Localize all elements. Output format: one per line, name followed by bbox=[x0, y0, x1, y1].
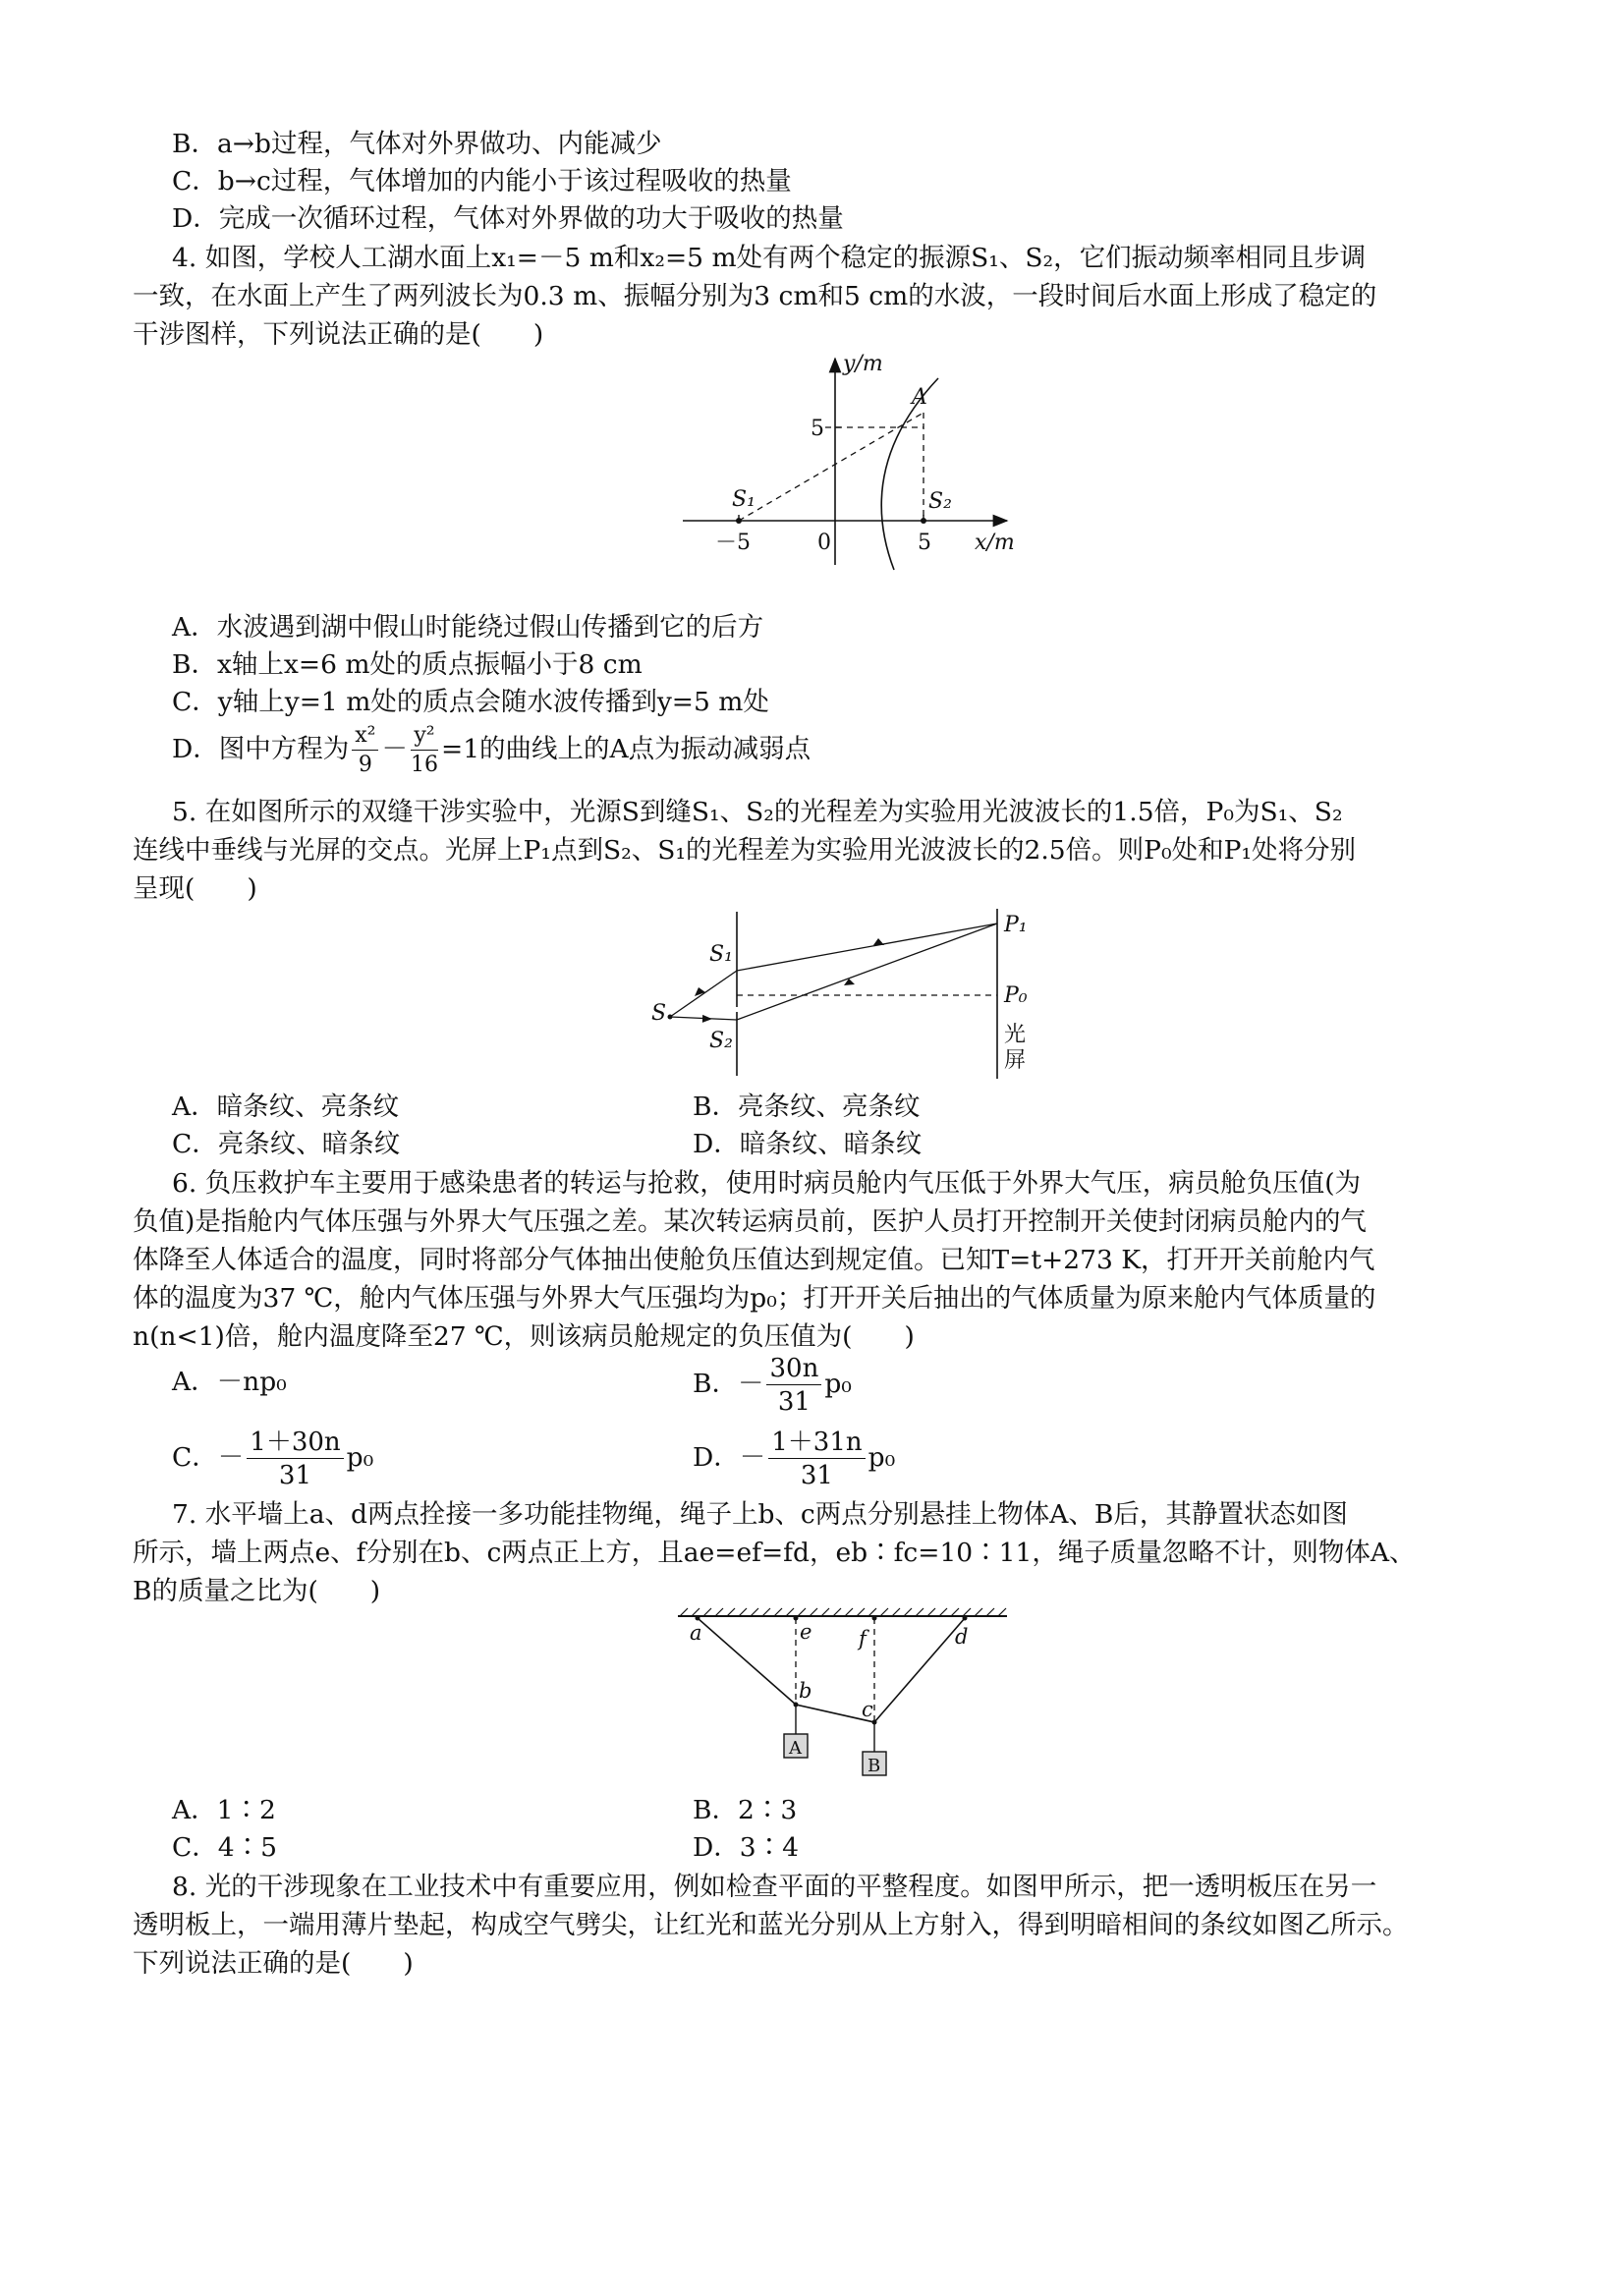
q7-stem-line3: B的质量之比为( ) bbox=[133, 1576, 381, 1606]
q3-option-c: C．b→c过程，气体增加的内能小于该过程吸收的热量 bbox=[172, 166, 792, 196]
q8-stem-line2: 透明板上，一端用薄片垫起，构成空气劈尖，让红光和蓝光分别从上方射入，得到明暗相间的条纹如图乙所示。 bbox=[133, 1910, 1409, 1940]
q7-option-c: C．4∶5 bbox=[172, 1832, 277, 1863]
q4-stem-line2: 一致，在水面上产生了两列波长为0.3 m、振幅分别为3 cm和5 cm的水波，一段时间后水面上形成了稳定的 bbox=[133, 281, 1377, 311]
s2-label: S₂ bbox=[928, 489, 952, 514]
point-a-label: A bbox=[912, 385, 927, 410]
slit-s2-label: S₂ bbox=[709, 1029, 733, 1053]
fraction-30n-31: $\frac{30n}{31}$ bbox=[766, 1356, 821, 1415]
q7-option-a: A．1∶2 bbox=[172, 1795, 276, 1825]
s1-to-a-dashed-line bbox=[739, 413, 923, 521]
screen-label-2: 屏 bbox=[1004, 1048, 1027, 1073]
fraction-y2-16: $\frac{\text{y²}}{16}$ bbox=[410, 723, 438, 777]
s2-point bbox=[921, 518, 926, 524]
q4-option-c: C．y轴上y=1 m处的质点会随水波传播到y=5 m处 bbox=[172, 687, 769, 717]
tick-y5: 5 bbox=[811, 417, 824, 441]
tick-x5: 5 bbox=[918, 531, 931, 555]
ray-s-s1 bbox=[670, 971, 737, 1017]
point-b-label: b bbox=[799, 1679, 812, 1703]
q3-option-b: B．a→b过程，气体对外界做功、内能减少 bbox=[172, 129, 662, 159]
q6-option-d: D．－ $\frac{1+31n}{31}$ p₀ bbox=[693, 1428, 896, 1490]
q6-stem-line4: 体的温度为37 ℃，舱内气体压强与外界大气压强均为p₀；打开开关后抽出的气体质量为原来舱内气体质量的 bbox=[133, 1283, 1376, 1314]
q8-stem-line3: 下列说法正确的是( ) bbox=[133, 1948, 414, 1979]
q7-option-b: B．2∶3 bbox=[693, 1795, 798, 1825]
q3-option-d: D．完成一次循环过程，气体对外界做的功大于吸收的热量 bbox=[172, 203, 844, 234]
point-f-label: f bbox=[859, 1627, 867, 1651]
tick-x-minus5: －5 bbox=[715, 531, 751, 555]
q7-stem-line1: 7. 水平墙上a、d两点拴接一多功能挂物绳，绳子上b、c两点分别悬挂上物体A、B后，其静置状态如图 bbox=[172, 1499, 1348, 1530]
point-c-label: c bbox=[862, 1698, 873, 1721]
q7-option-d: D．3∶4 bbox=[693, 1832, 799, 1863]
q6-stem-line5: n(n<1)倍，舱内温度降至27 ℃，则该病员舱规定的负压值为( ) bbox=[133, 1321, 915, 1352]
point-p0-label: P₀ bbox=[1004, 983, 1028, 1008]
x-axis-label: x/m bbox=[975, 531, 1015, 555]
ray-s2-p1 bbox=[737, 924, 997, 1020]
screen-label-1: 光 bbox=[1004, 1023, 1027, 1047]
q5-double-slit-figure bbox=[648, 904, 1061, 1081]
q4-stem-line3: 干涉图样，下列说法正确的是( ) bbox=[133, 319, 544, 350]
point-p1-label: P₁ bbox=[1004, 913, 1028, 937]
q7-stem-line2: 所示，墙上两点e、f分别在b、c两点正上方，且ae=ef=fd，eb∶fc=10∶11，绳子质量忽略不计，则物体A、 bbox=[133, 1538, 1416, 1568]
q6-stem-line1: 6. 负压救护车主要用于感染患者的转运与抢救，使用时病员舱内气压低于外界大气压，病员舱负压值(为 bbox=[172, 1168, 1362, 1199]
s1-label: S₁ bbox=[732, 487, 756, 512]
wall-hatching bbox=[680, 1608, 1006, 1616]
q7-rope-figure bbox=[668, 1606, 1022, 1788]
q8-stem-line1: 8. 光的干涉现象在工业技术中有重要应用，例如检查平面的平整程度。如图甲所示，把一透明板压在另一 bbox=[172, 1872, 1377, 1902]
slit-s1-label: S₁ bbox=[709, 942, 733, 967]
q5-stem-line3: 呈现( ) bbox=[133, 873, 257, 904]
s1-point bbox=[736, 518, 742, 524]
fraction-1plus30n-31: $\frac{1+30n}{31}$ bbox=[247, 1429, 343, 1488]
box-a-label: A bbox=[789, 1738, 802, 1759]
q4-option-d: D．图中方程为 $\frac{\text{x²}}{9}$ － $\frac{\text{y²}}{16}$ =1的曲线上的A点为振动减弱点 bbox=[172, 723, 812, 777]
fraction-1plus31n-31: $\frac{1+31n}{31}$ bbox=[768, 1429, 865, 1488]
source-s-label: S bbox=[651, 1001, 667, 1026]
point-d-label: d bbox=[955, 1625, 969, 1649]
fraction-x2-9: $\frac{\text{x²}}{9}$ bbox=[352, 725, 378, 776]
rope bbox=[698, 1618, 965, 1722]
point-a-label: a bbox=[690, 1621, 702, 1645]
ray-s1-p1 bbox=[737, 924, 997, 971]
q5-option-b: B．亮条纹、亮条纹 bbox=[693, 1092, 921, 1122]
q4-option-a: A．水波遇到湖中假山时能绕过假山传播到它的后方 bbox=[172, 612, 764, 643]
point-e-label: e bbox=[800, 1620, 812, 1644]
tick-x0: 0 bbox=[817, 531, 831, 555]
q4-interference-figure bbox=[678, 349, 1032, 580]
q6-stem-line3: 体降至人体适合的温度，同时将部分气体抽出使舱负压值达到规定值。已知T=t+273 K，打开开关前舱内气 bbox=[133, 1245, 1375, 1275]
q6-option-a: A．－np₀ bbox=[172, 1367, 287, 1397]
box-b-label: B bbox=[867, 1756, 881, 1776]
q4-option-b: B．x轴上x=6 m处的质点振幅小于8 cm bbox=[172, 649, 643, 680]
y-axis-label: y/m bbox=[843, 352, 883, 376]
q5-stem-line1: 5. 在如图所示的双缝干涉实验中，光源S到缝S₁、S₂的光程差为实验用光波波长的1.5倍，P₀为S₁、S₂ bbox=[172, 797, 1343, 827]
q5-option-c: C．亮条纹、暗条纹 bbox=[172, 1129, 401, 1159]
q5-stem-line2: 连线中垂线与光屏的交点。光屏上P₁点到S₂、S₁的光程差为实验用光波波长的2.5倍。则P₀处和P₁处将分别 bbox=[133, 835, 1357, 866]
q6-stem-line2: 负值)是指舱内气体压强与外界大气压强之差。某次转运病员前，医护人员打开控制开关使封闭病员舱内的气 bbox=[133, 1206, 1367, 1237]
q6-option-b: B．－ $\frac{30n}{31}$ p₀ bbox=[693, 1354, 852, 1417]
q4-stem-line1: 4. 如图，学校人工湖水面上x₁=－5 m和x₂=5 m处有两个稳定的振源S₁、S₂，它们振动频率相同且步调 bbox=[172, 243, 1367, 273]
q5-option-d: D．暗条纹、暗条纹 bbox=[693, 1129, 923, 1159]
q5-option-a: A．暗条纹、亮条纹 bbox=[172, 1092, 400, 1122]
q6-option-c: C．－ $\frac{1+30n}{31}$ p₀ bbox=[172, 1428, 374, 1490]
